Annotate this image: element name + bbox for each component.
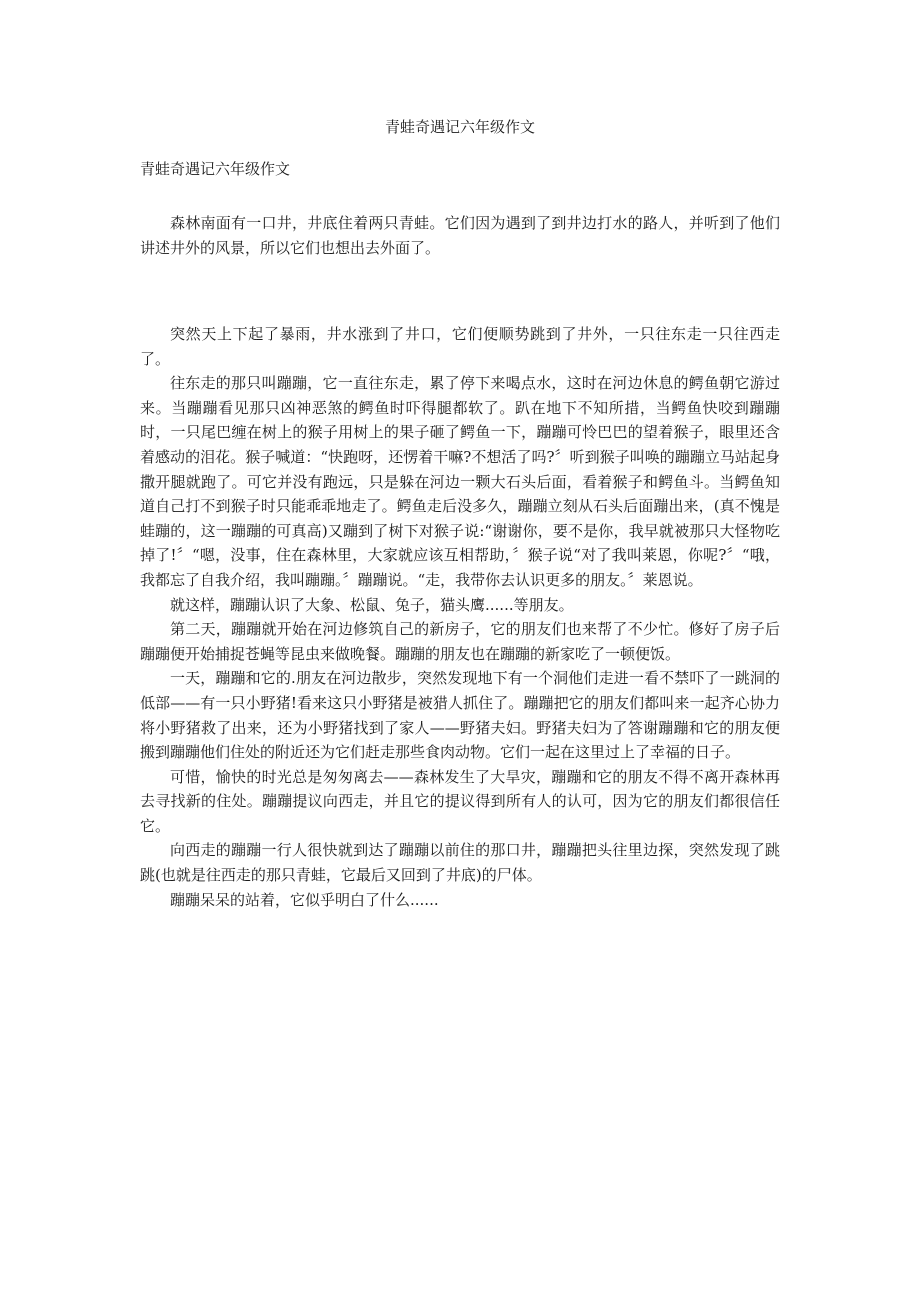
story-paragraph: 往东走的那只叫蹦蹦，它一直往东走，累了停下来喝点水，这时在河边休息的鳄鱼朝它游过来。当蹦蹦看见那只凶神恶煞的鳄鱼时吓得腿都软了。趴在地下不知所措，当鳄鱼快咬到蹦蹦时，一只尾巴缠在树上的猴子用树上的果子砸了鳄鱼一下，蹦蹦可怜巴巴的望着猴子，眼里还含着感动的泪花。猴子喊道：“快跑呀，还愣着干嘛?不想活了吗?〞听到猴子叫唤的蹦蹦立马站起身撒开腿就跑了。可它并没有跑远，只是躲在河边一颗大石头后面，看着猴子和鳄鱼斗。当鳄鱼知道自己打不到猴子时只能乖乖地走了。鳄鱼走后没多久，蹦蹦立刻从石头后面蹦出来，(真不愧是蛙蹦的，这一蹦蹦的可真高)又蹦到了树下对猴子说:“谢谢你，要不是你，我早就被那只大怪物吃掉了!〞“嗯，没事，住在森林里，大家就应该互相帮助，〞猴子说“对了我叫莱恩，你呢?〞“哦，我都忘了自我介绍，我叫蹦蹦。〞蹦蹦说。“走，我带你去认识更多的朋友。〞莱恩说。 bbox=[140, 374, 780, 589]
intro-section bbox=[140, 211, 780, 260]
story-paragraph: 可惜，愉快的时光总是匆匆离去——森林发生了大旱灾，蹦蹦和它的朋友不得不离开森林再去寻找新的住处。蹦蹦提议向西走，并且它的提议得到所有人的认可，因为它的朋友们都很信任它。 bbox=[140, 767, 780, 835]
story-body bbox=[140, 322, 780, 912]
intro-paragraph: 森林南面有一口井，井底住着两只青蛙。它们因为遇到了到井边打水的路人，并听到了他们讲述井外的风景，所以它们也想出去外面了。 bbox=[140, 214, 780, 257]
story-paragraph: 向西走的蹦蹦一行人很快就到达了蹦蹦以前住的那口井，蹦蹦把头往里边探，突然发现了跳跳(也就是往西走的那只青蛙，它最后又回到了井底)的尸体。 bbox=[140, 841, 780, 885]
story-paragraph: 蹦蹦呆呆的站着，它似乎明白了什么...... bbox=[170, 890, 439, 909]
story-paragraph: 就这样，蹦蹦认识了大象、松鼠、兔子，猫头鹰......等朋友。 bbox=[170, 595, 574, 614]
story-paragraph: 突然天上下起了暴雨，井水涨到了井口，它们便顺势跳到了井外，一只往东走一只往西走了。 bbox=[140, 325, 780, 368]
document-title: 青蛙奇遇记六年级作文 bbox=[384, 118, 535, 136]
story-paragraph: 第二天，蹦蹦就开始在河边修筑自己的新房子，它的朋友们也来帮了不少忙。修好了房子后蹦蹦便开始捕捉苍蝇等昆虫来做晚餐。蹦蹦的朋友也在蹦蹦的新家吃了一顿便饭。 bbox=[140, 620, 780, 663]
document-subtitle: 青蛙奇遇记六年级作文 bbox=[140, 160, 291, 178]
story-paragraph: 一天，蹦蹦和它的.朋友在河边散步，突然发现地下有一个洞他们走进一看不禁吓了一跳洞的低部——有一只小野猪!看来这只小野猪是被猎人抓住了。蹦蹦把它的朋友们都叫来一起齐心协力将小野猪救了出来，还为小野猪找到了家人——野猪夫妇。野猪夫妇为了答谢蹦蹦和它的朋友便搬到蹦蹦他们住处的附近还为它们赶走那些食肉动物。它们一起在这里过上了幸福的日子。 bbox=[140, 669, 780, 762]
